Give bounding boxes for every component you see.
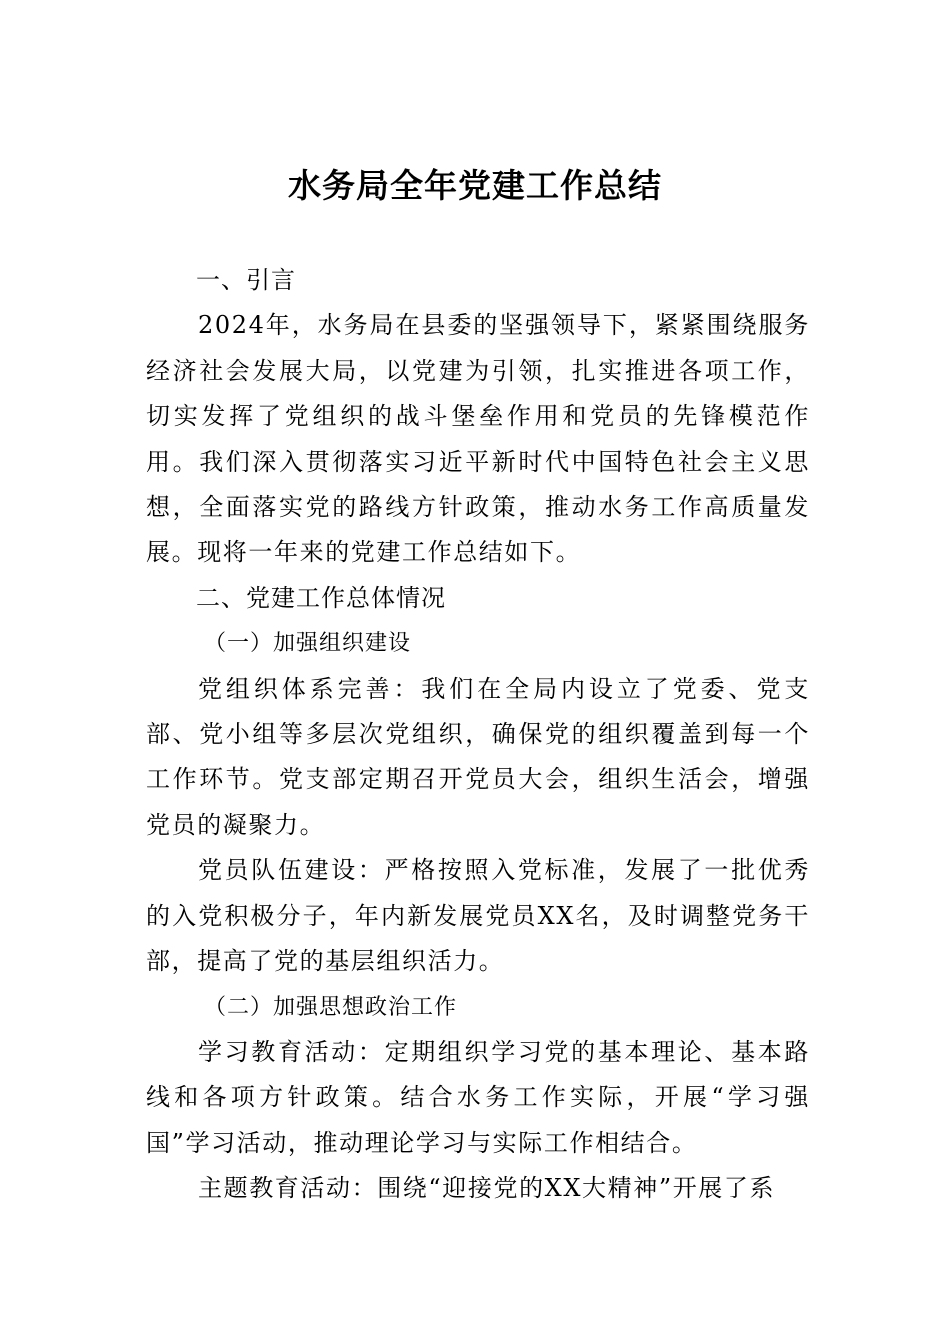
section-heading-overview: 二、党建工作总体情况 [196, 583, 446, 612]
document-title: 水务局全年党建工作总结 [288, 166, 662, 205]
subsection-heading-organization: （一）加强组织建设 [204, 631, 412, 657]
organization-paragraph-2: 党员队伍建设：严格按照入党标准，发展了一批优秀的入党积极分子，年内新发展党员XX名，及时调整党务干部，提高了党的基层组织活力。 [146, 856, 810, 976]
document-body [146, 258, 810, 1212]
intro-paragraph: 2024年，水务局在县委的坚强领导下，紧紧围绕服务经济社会发展大局，以党建为引领，扎实推进各项工作，切实发挥了党组织的战斗堡垒作用和党员的先锋模范作用。我们深入贯彻落实习近平新时代中国特色社会主义思想，全面落实党的路线方针政策，推动水务工作高质量发展。现将一年来的党建工作总结如下。 [146, 311, 810, 567]
organization-paragraph-1: 党组织体系完善：我们在全局内设立了党委、党支部、党小组等多层次党组织，确保党的组织覆盖到每一个工作环节。党支部定期召开党员大会，组织生活会，增强党员的凝聚力。 [146, 674, 810, 839]
ideology-paragraph-2: 主题教育活动：围绕“迎接党的XX大精神”开展了系 [198, 1174, 776, 1203]
section-heading-intro: 一、引言 [196, 266, 296, 294]
subsection-heading-ideology: （二）加强思想政治工作 [204, 994, 458, 1020]
ideology-paragraph-1: 学习教育活动：定期组织学习党的基本理论、基本路线和各项方针政策。结合水务工作实际，开展“学习强国”学习活动，推动理论学习与实际工作相结合。 [146, 1037, 810, 1157]
